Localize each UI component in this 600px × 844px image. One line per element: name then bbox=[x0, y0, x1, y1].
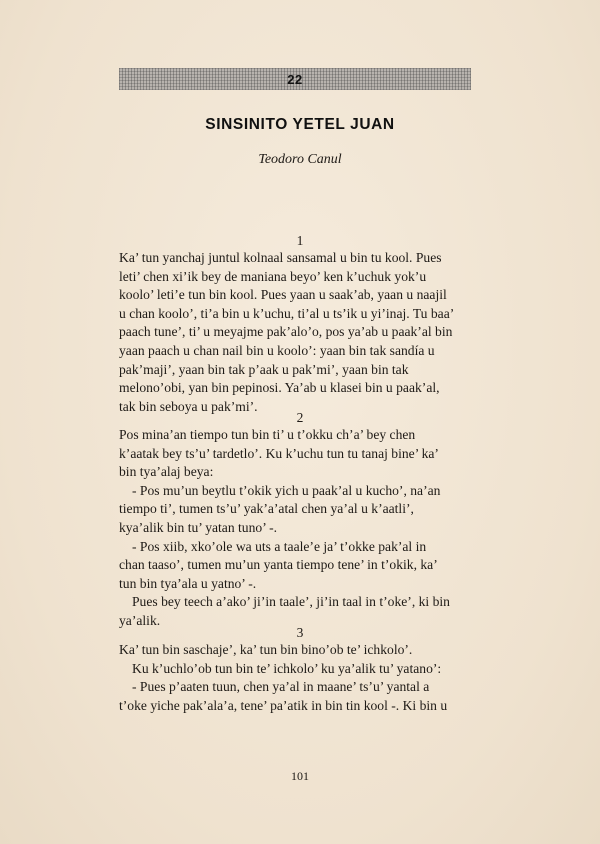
text-line: - Pues p’aaten tuun, chen ya’al in maane’ ts’u’ yantal a bbox=[132, 679, 430, 695]
text-line: - Pos xiib, xko’ole wa uts a taale’e ja’ t’okke pak’al in bbox=[132, 538, 427, 554]
section-3-text bbox=[119, 641, 479, 715]
chapter-number: 22 bbox=[287, 71, 303, 87]
section-1-text bbox=[119, 249, 479, 416]
text-line: paach tune’, ti’ u meyajme pak’alo’o, pos ya’ab u paak’al bin bbox=[119, 324, 453, 340]
story-title: SINSINITO YETEL JUAN bbox=[205, 116, 395, 133]
text-line: Pos mina’an tiempo tun bin ti’ u t’okku ch’a’ bey chen bbox=[119, 427, 416, 442]
text-line: k’aatak bey ts’u’ tardetlo’. Ku k’uchu tun tu tanaj bine’ ka’ bbox=[119, 445, 439, 461]
text-line: - Pos mu’un beytlu t’okik yich u paak’al u kucho’, na’an bbox=[132, 482, 441, 498]
text-line: tun bin tya’ala u yatno’ -. bbox=[119, 575, 257, 591]
text-line: t’oke yiche pak’ala’a, tene’ pa’atik in bin tin kool -. Ki bin u bbox=[119, 697, 448, 713]
text-line: Ku k’uchlo’ob tun bin te’ ichkolo’ ku ya’alik tu’ yatano’: bbox=[132, 660, 442, 676]
chapter-header-bar bbox=[119, 68, 471, 90]
text-line: u chan koolo’, ti’a bin u k’uchu, ti’al u ts’ik u yi’inaj. Tu baa’ bbox=[119, 305, 455, 321]
section-number-2: 2 bbox=[296, 410, 304, 425]
text-line: pak’maji’, yaan bin tak p’aak u pak’mi’, yaan bin tak bbox=[119, 361, 409, 377]
text-line: ya’alik. bbox=[119, 612, 161, 628]
author-name: Teodoro Canul bbox=[258, 152, 342, 167]
text-line: Ka’ tun bin saschaje’, ka’ tun bin bino’ob te’ ichkolo’. bbox=[119, 642, 413, 657]
section-number-3: 3 bbox=[296, 625, 304, 640]
text-line: kya’alik bin tu’ yatan tuno’ -. bbox=[119, 519, 278, 535]
page-number: 101 bbox=[291, 769, 309, 783]
text-line: bin tya’alaj beya: bbox=[119, 464, 214, 480]
text-line: koolo’ leti’e tun bin kool. Pues yaan u saak’ab, yaan u naajil bbox=[119, 287, 447, 303]
text-line: Pues bey teech a’ako’ ji’in taale’, ji’in taal in t’oke’, ki bin bbox=[132, 594, 450, 610]
text-line: leti’ chen xi’ik bey de maniana beyo’ ken k’uchuk yok’u bbox=[119, 268, 427, 284]
text-line: Ka’ tun yanchaj juntul kolnaal sansamal u bin tu kool. Pues bbox=[119, 250, 442, 265]
text-line: yaan paach u chan nail bin u koolo’: yaan bin tak sandía u bbox=[119, 342, 435, 358]
text-line: melono’obi, yan bin pepinosi. Ya’ab u klasei bin u paak’al, bbox=[119, 380, 440, 396]
text-line: tak bin seboya u pak’mi’. bbox=[119, 398, 258, 414]
section-number-1: 1 bbox=[296, 233, 304, 248]
text-line: tiempo ti’, tumen ts’u’ yak’a’atal chen ya’al u k’aatli’, bbox=[119, 501, 414, 517]
text-line: chan taaso’, tumen mu’un yanta tiempo tene’ in t’okik, ka’ bbox=[119, 557, 438, 573]
section-2-text bbox=[119, 426, 479, 631]
